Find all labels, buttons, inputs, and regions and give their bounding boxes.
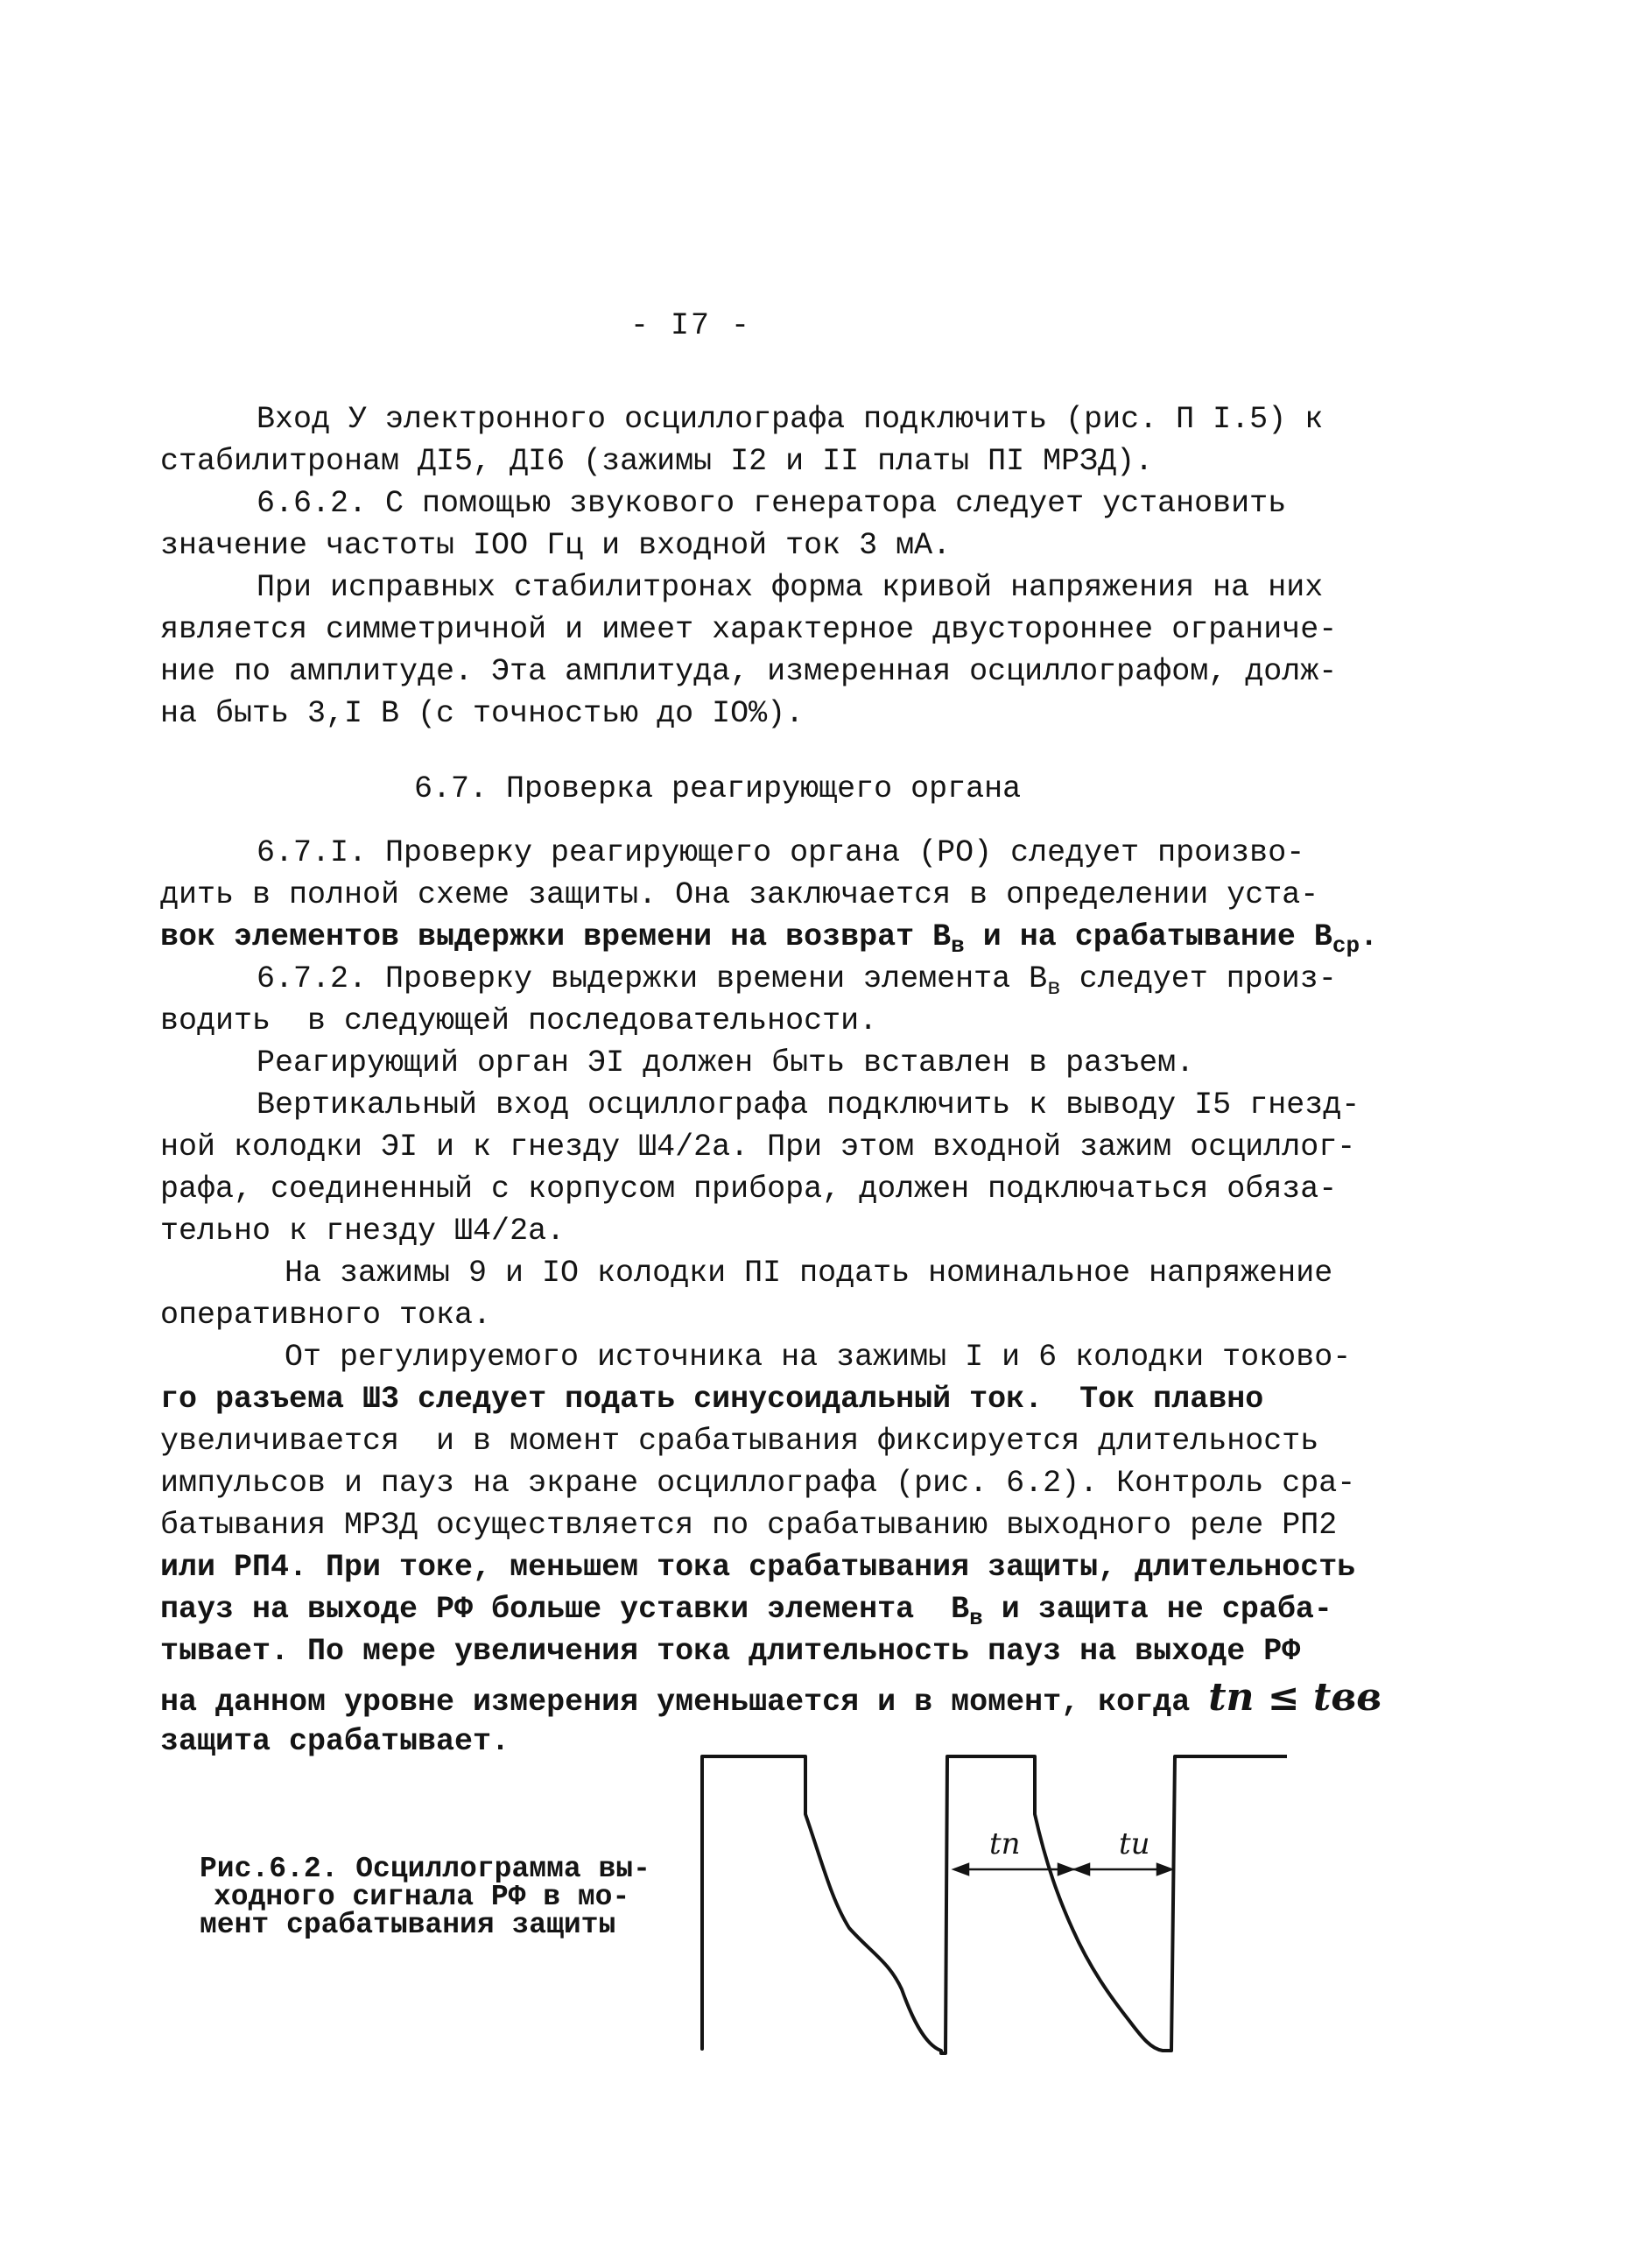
subscript-v: в — [969, 1605, 983, 1631]
paragraph-4-line-1: 6.7.I. Проверку реагирующего органа (РО) следует произво- — [257, 835, 1305, 870]
paragraph-3-line-1: При исправных стабилитронах форма кривой напряжения на них — [257, 570, 1324, 605]
paragraph-9-line-5: батывания МРЗД осуществляется по срабатыванию выходного реле РП2 — [160, 1508, 1338, 1543]
paragraph-9-line-8: тывает. По мере увеличения тока длительность пауз на выходе РФ — [160, 1634, 1301, 1669]
text-segment: 6.7.2. Проверку выдержки времени элемента В — [257, 961, 1048, 996]
paragraph-5-line-2: водить в следующей последовательности. — [160, 1003, 878, 1038]
formula-tp-le-tvv: tп ≤ tвв — [1208, 1675, 1382, 1720]
paragraph-7-line-1: Вертикальный вход осциллографа подключить к выводу I5 гнезд- — [257, 1087, 1360, 1122]
text-segment: следует произ- — [1060, 961, 1337, 996]
figure-caption-line-1: Рис.6.2. Осциллограмма вы- — [200, 1853, 650, 1885]
paragraph-9-line-3: увеличивается и в момент срабатывания фиксируется длительность — [160, 1424, 1319, 1459]
text-segment: вок элементов выдержки времени на возврат В — [160, 919, 952, 954]
paragraph-3-line-4: на быть 3,I В (с точностью до IO%). — [160, 696, 805, 731]
subscript-v: в — [1047, 975, 1061, 1001]
arrowhead — [954, 1864, 968, 1875]
paragraph-8-line-1: На зажимы 9 и IO колодки ПI подать номинальное напряжение — [285, 1256, 1333, 1291]
waveform-trace — [702, 1756, 1287, 2053]
text-segment: и защита не сраба- — [982, 1592, 1332, 1627]
paragraph-1-line-2: стабилитронам ДI5, ДI6 (зажимы I2 и II платы ПI МРЗД). — [160, 444, 1154, 479]
paragraph-1-line-1: Вход У электронного осциллографа подключить (рис. П I.5) к — [257, 402, 1324, 437]
paragraph-8-line-2: оперативного тока. — [160, 1298, 492, 1333]
paragraph-9-line-6: или РП4. При токе, меньшем тока срабатывания защиты, длительность — [160, 1550, 1356, 1585]
text-segment: и на срабатывание В — [964, 919, 1332, 954]
paragraph-7-line-2: ной колодки ЭI и к гнезду Ш4/2а. При этом входной зажим осциллог- — [160, 1129, 1356, 1165]
t-pause-label: tп — [989, 1826, 1021, 1861]
subscript-sr: ср — [1332, 932, 1360, 959]
paragraph-2-line-2: значение частоты IOO Гц и входной ток 3 мА. — [160, 528, 952, 563]
paragraph-4-line-3 — [160, 919, 1379, 959]
text-segment: пауз на выходе РФ больше уставки элемента В — [160, 1592, 970, 1627]
paragraph-2-line-1: 6.6.2. С помощью звукового генератора следует установить — [257, 486, 1287, 521]
paragraph-9-line-2: го разъема Ш3 следует подать синусоидальный ток. Ток плавно — [160, 1382, 1264, 1417]
figure-caption-line-2: ходного сигнала РФ в мо- — [214, 1881, 630, 1913]
figure-caption-line-3: мент срабатывания защиты — [200, 1909, 616, 1941]
arrowhead — [1157, 1864, 1171, 1875]
arrowhead — [1075, 1864, 1089, 1875]
paragraph-3-line-2: является симметричной и имеет характерное двустороннее ограниче- — [160, 612, 1338, 647]
arrowhead — [1058, 1864, 1072, 1875]
text-segment: . — [1360, 919, 1379, 954]
oscillogram-figure — [692, 1742, 1287, 2075]
paragraph-9-line-1: От регулируемого источника на зажимы I и 6 колодки токово- — [285, 1340, 1352, 1375]
text-segment: на данном уровне измерения уменьшается и в момент, когда — [160, 1685, 1209, 1720]
section-heading: 6.7. Проверка реагирующего органа — [414, 771, 1022, 806]
page-number: - I7 - — [630, 308, 752, 343]
paragraph-6: Реагирующий орган ЭI должен быть вставлен в разъем. — [257, 1045, 1195, 1080]
paragraph-5-line-1 — [257, 961, 1337, 1001]
paragraph-3-line-3: ние по амплитуде. Эта амплитуда, измеренная осциллографом, долж- — [160, 654, 1338, 689]
paragraph-4-line-2: дить в полной схеме защиты. Она заключается в определении уста- — [160, 877, 1319, 912]
paragraph-9-line-7 — [160, 1592, 1332, 1631]
paragraph-9-line-10: защита срабатывает. — [160, 1724, 510, 1759]
t-pulse-label: tи — [1119, 1826, 1150, 1861]
paragraph-9-line-9 — [160, 1675, 1382, 1720]
paragraph-9-line-4: импульсов и пауз на экране осциллографа (рис. 6.2). Контроль сра- — [160, 1466, 1356, 1501]
paragraph-7-line-4: тельно к гнезду Ш4/2а. — [160, 1214, 566, 1249]
subscript-v: в — [951, 932, 965, 959]
paragraph-7-line-3: рафа, соединенный с корпусом прибора, должен подключаться обяза- — [160, 1172, 1338, 1207]
